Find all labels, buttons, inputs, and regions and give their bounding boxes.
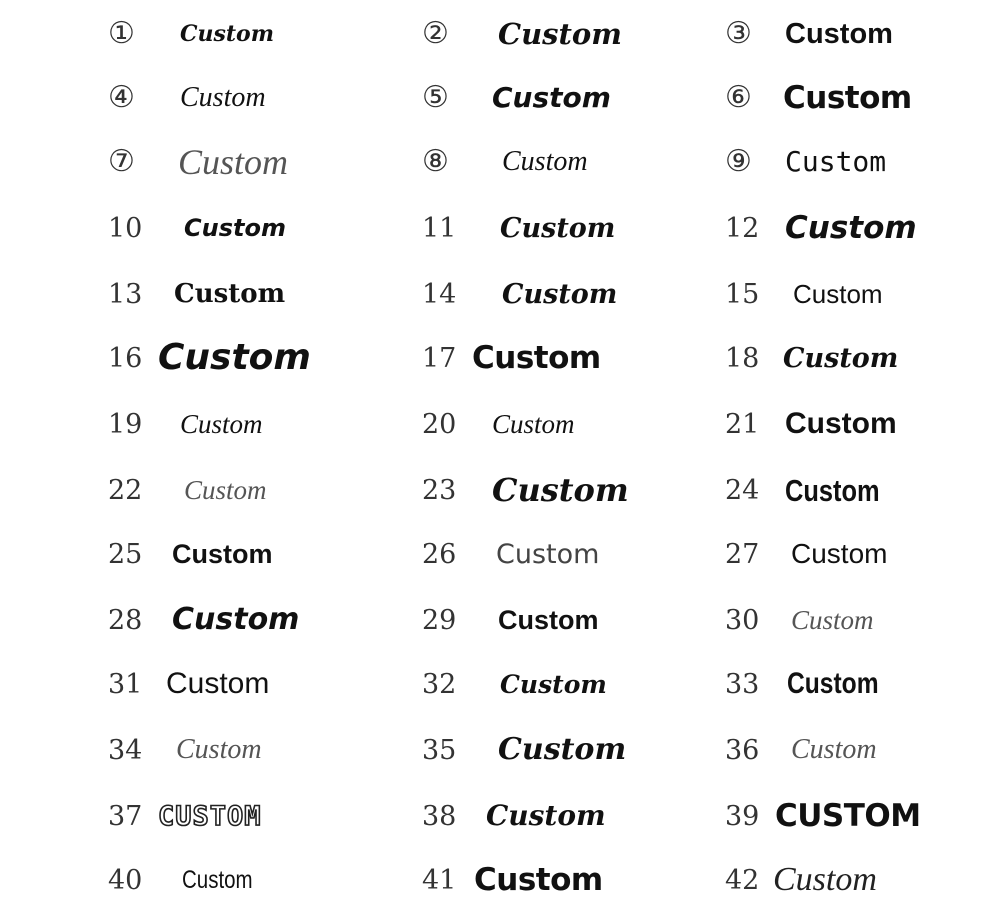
sample-number: 40 — [108, 864, 143, 896]
font-sample-1 — [108, 4, 408, 64]
sample-text: Custom — [793, 279, 883, 309]
sample-text: Custom — [791, 604, 874, 635]
sample-text: Custom — [158, 337, 311, 378]
sample-number: 25 — [108, 538, 143, 570]
sample-number: 14 — [422, 278, 457, 310]
sample-text: Custom — [773, 861, 877, 898]
sample-text: Custom — [785, 145, 887, 178]
sample-number: 29 — [422, 604, 457, 636]
font-sample-29 — [422, 590, 722, 650]
sample-text: Custom — [791, 538, 888, 569]
sample-text: Custom — [785, 407, 897, 440]
sample-text: Custom — [180, 408, 263, 439]
sample-number: 32 — [422, 668, 457, 700]
sample-text: Custom — [180, 21, 275, 47]
sample-text: Custom — [184, 474, 267, 505]
sample-number: 18 — [725, 342, 760, 374]
sample-number: ⑤ — [422, 80, 449, 115]
font-sample-27 — [725, 524, 1000, 584]
font-sample-30 — [725, 590, 1000, 650]
font-sample-13 — [108, 264, 408, 324]
font-sample-36 — [725, 720, 1000, 780]
sample-number: 16 — [108, 342, 143, 374]
font-sample-37 — [108, 786, 408, 846]
sample-number: ④ — [108, 80, 135, 115]
font-sample-28 — [108, 590, 408, 650]
sample-text: Custom — [502, 146, 588, 177]
sample-text: Custom — [500, 212, 616, 244]
sample-text: Custom — [785, 472, 880, 508]
sample-number: 20 — [422, 408, 457, 440]
font-sample-12 — [725, 198, 1000, 258]
sample-number: 21 — [725, 408, 760, 440]
sample-text: Custom — [500, 669, 607, 699]
font-sample-8 — [422, 132, 722, 192]
font-sample-22 — [108, 460, 408, 520]
sample-text: Custom — [178, 142, 289, 182]
font-sample-14 — [422, 264, 722, 324]
sample-number: 42 — [725, 864, 760, 896]
font-sample-5 — [422, 68, 722, 128]
font-sample-19 — [108, 394, 408, 454]
font-sample-39 — [725, 786, 1000, 846]
sample-number: 34 — [108, 734, 143, 766]
sample-text: Custom — [498, 604, 599, 635]
font-sample-3 — [725, 4, 1000, 64]
font-sample-23 — [422, 460, 722, 520]
sample-text: CUSTOM — [775, 797, 921, 834]
sample-number: 38 — [422, 800, 457, 832]
font-sample-10 — [108, 198, 408, 258]
sample-number: 22 — [108, 474, 143, 506]
sample-text: Custom — [172, 602, 300, 637]
sample-number: 17 — [422, 342, 457, 374]
font-sample-25 — [108, 524, 408, 584]
sample-number: 27 — [725, 538, 760, 570]
sample-number: 37 — [108, 800, 143, 832]
sample-text: Custom — [180, 82, 266, 113]
sample-text: Custom — [785, 209, 917, 246]
sample-number: 35 — [422, 734, 457, 766]
sample-text: Custom — [486, 799, 606, 832]
sample-text: Custom — [783, 79, 912, 116]
sample-text: Custom — [492, 81, 611, 114]
sample-text: Custom — [472, 339, 601, 376]
sample-text: Custom — [791, 734, 877, 765]
sample-number: ⑧ — [422, 144, 449, 179]
font-sample-17 — [422, 328, 722, 388]
sample-text: CUSTOM — [158, 800, 262, 832]
sample-text: Custom — [492, 408, 575, 439]
sample-text: Custom — [492, 471, 629, 509]
font-sample-11 — [422, 198, 722, 258]
font-sample-31 — [108, 654, 408, 714]
font-sample-6 — [725, 68, 1000, 128]
sample-text: Custom — [785, 17, 893, 50]
sample-text: Custom — [474, 861, 603, 898]
sample-number: 12 — [725, 212, 760, 244]
sample-number: 15 — [725, 278, 760, 310]
sample-text: Custom — [498, 732, 627, 767]
sample-text: Custom — [502, 278, 618, 310]
sample-number: 13 — [108, 278, 143, 310]
font-sample-40 — [108, 850, 408, 910]
font-sample-18 — [725, 328, 1000, 388]
sample-text: Custom — [176, 734, 262, 765]
font-sample-21 — [725, 394, 1000, 454]
sample-number: ① — [108, 16, 135, 51]
font-sample-20 — [422, 394, 722, 454]
sample-text: Custom — [783, 342, 899, 374]
sample-number: 41 — [422, 864, 457, 896]
sample-text: Custom — [182, 865, 253, 894]
sample-number: 23 — [422, 474, 457, 506]
font-sample-4 — [108, 68, 408, 128]
font-sample-32 — [422, 654, 722, 714]
sample-number: 26 — [422, 538, 457, 570]
sample-text: Custom — [166, 667, 270, 700]
font-sample-16 — [108, 328, 408, 388]
sample-number: 31 — [108, 668, 143, 700]
sample-number: 39 — [725, 800, 760, 832]
font-sample-33 — [725, 654, 1000, 714]
sample-text: Custom — [496, 538, 600, 570]
sample-number: ⑥ — [725, 80, 752, 115]
sample-number: 24 — [725, 474, 760, 506]
font-sample-26 — [422, 524, 722, 584]
font-sample-42 — [725, 850, 1000, 910]
sample-text: Custom — [498, 16, 622, 51]
sample-number: ⑦ — [108, 144, 135, 179]
sample-number: 33 — [725, 668, 760, 700]
sample-number: 10 — [108, 212, 143, 244]
sample-text: Custom — [174, 279, 286, 309]
sample-number: ⑨ — [725, 144, 752, 179]
font-sample-38 — [422, 786, 722, 846]
sample-number: 19 — [108, 408, 143, 440]
sample-number: 36 — [725, 734, 760, 766]
font-sample-9 — [725, 132, 1000, 192]
font-sample-34 — [108, 720, 408, 780]
font-sample-2 — [422, 4, 722, 64]
sample-number: ② — [422, 16, 449, 51]
sample-text: Custom — [172, 538, 273, 569]
sample-number: 30 — [725, 604, 760, 636]
font-sample-35 — [422, 720, 722, 780]
font-sample-7 — [108, 132, 408, 192]
sample-number: 11 — [422, 212, 457, 244]
sample-number: ③ — [725, 16, 752, 51]
font-sample-15 — [725, 264, 1000, 324]
sample-number: 28 — [108, 604, 143, 636]
font-sample-41 — [422, 850, 722, 910]
font-sample-24 — [725, 460, 1000, 520]
sample-text: Custom — [184, 214, 286, 242]
sample-text: Custom — [787, 667, 879, 700]
